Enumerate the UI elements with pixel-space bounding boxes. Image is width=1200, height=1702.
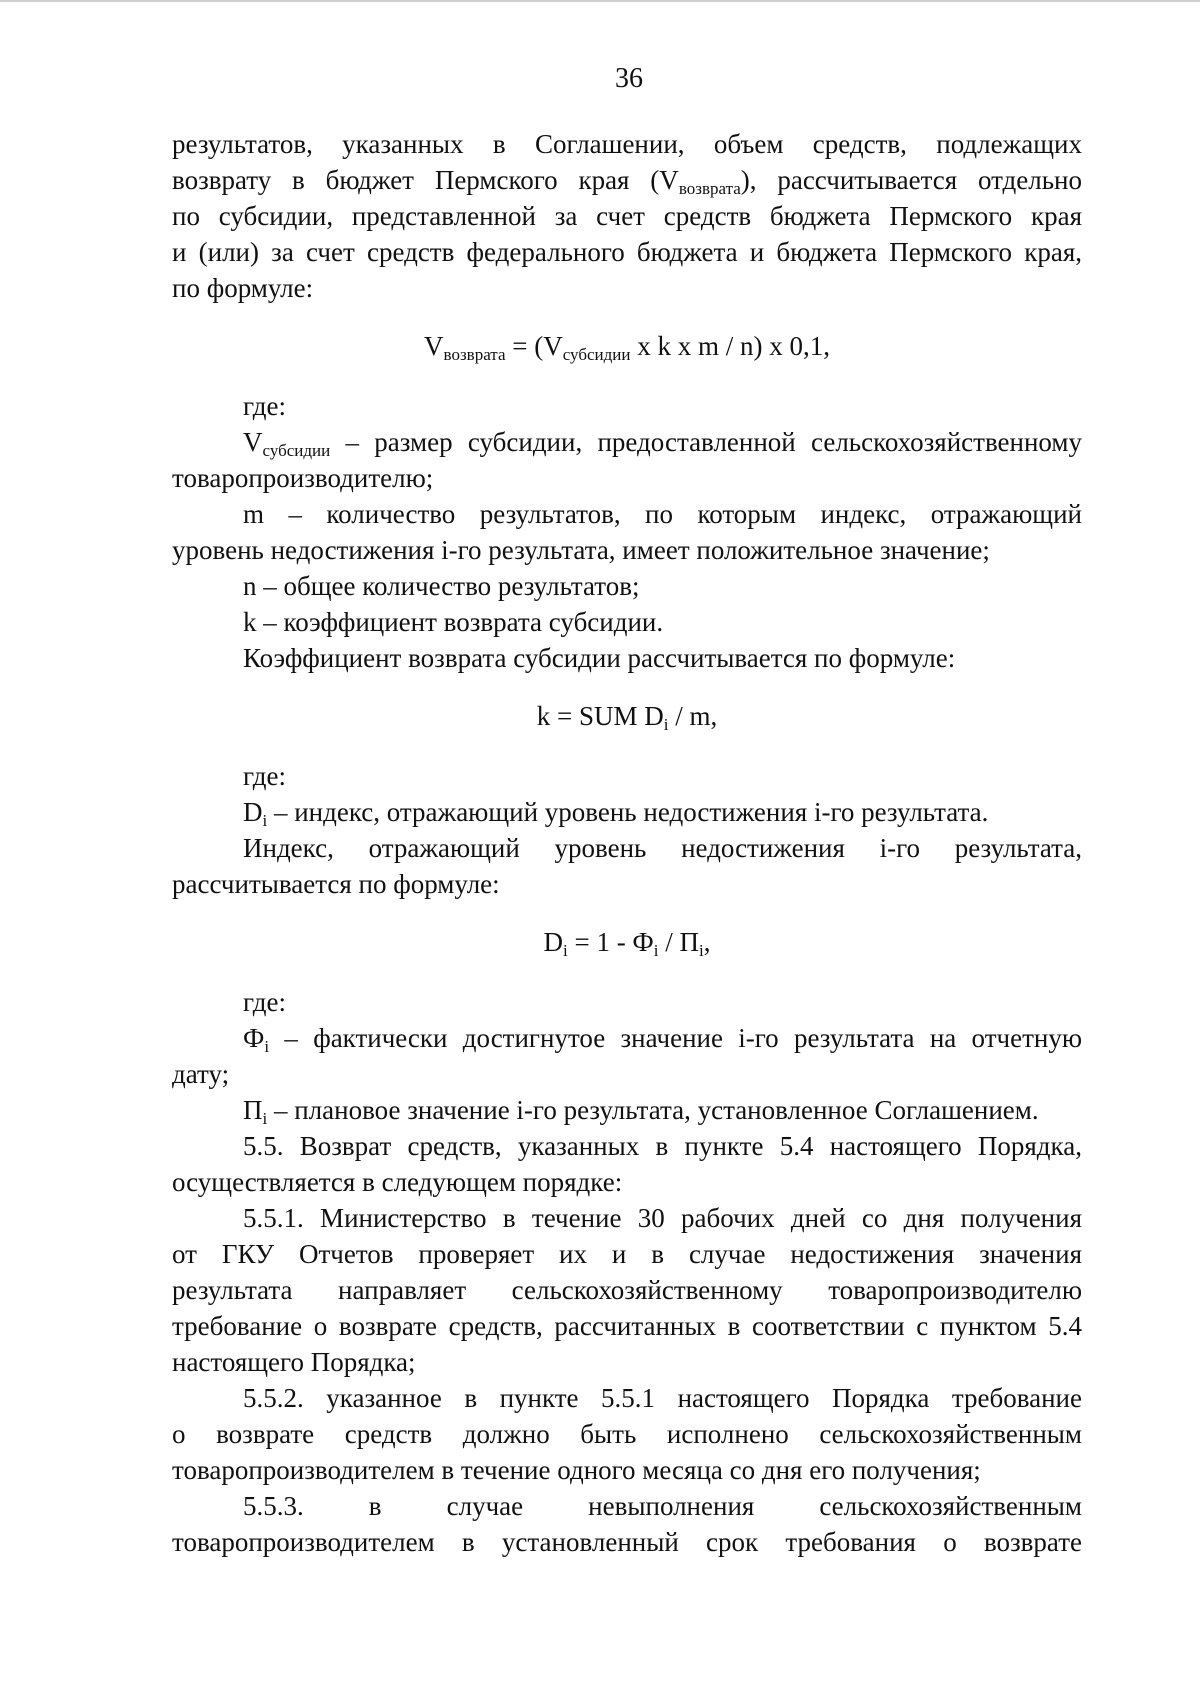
subscript: субсидии <box>562 345 631 364</box>
subscript: i <box>262 1109 268 1128</box>
subscript: i <box>264 1037 270 1056</box>
section-5-5-1-line: 5.5.1. Министерство в течение 30 рабочих дней со дня получения <box>243 1203 1082 1233</box>
section-5-5-line: осуществляется в следующем порядке: <box>172 1167 623 1197</box>
formula-symbol: D <box>243 797 263 827</box>
paragraph-line: результатов, указанных в Соглашении, объем средств, подлежащих <box>172 129 1082 159</box>
formula-symbol: П <box>243 1095 263 1125</box>
formula-text: / П <box>658 927 700 957</box>
section-5-5-3-line: 5.5.3. в случае невыполнения сельскохозяйственным <box>243 1491 1082 1521</box>
text-run: – размер субсидии, предоставленной сельскохозяйственному <box>330 427 1082 457</box>
definition-line: дату; <box>172 1059 230 1089</box>
formula-symbol: Ф <box>243 1023 265 1053</box>
formula-symbol: D <box>543 927 563 957</box>
section-5-5-2-line: о возврате средств должно быть исполнено сельскохозяйственным <box>172 1419 1082 1449</box>
subscript: возврата <box>678 179 741 198</box>
paragraph-line <box>172 162 1082 198</box>
subscript: i <box>663 715 669 734</box>
definition-line: товаропроизводителю; <box>172 463 434 493</box>
subscript: i <box>562 941 568 960</box>
formula-text: k = SUM D <box>536 701 664 731</box>
definition-line: n – общее количество результатов; <box>243 571 640 601</box>
paragraph-line: по формуле: <box>172 273 314 303</box>
text-run: ), рассчитывается отдельно <box>740 165 1082 195</box>
formula-text: x k x m / n) x 0,1, <box>630 331 830 361</box>
paragraph-line: Коэффициент возврата субсидии рассчитывается по формуле: <box>243 643 956 673</box>
formula-index <box>172 924 1082 960</box>
definition-line <box>172 1020 1082 1056</box>
text-run: – плановое значение i-го результата, установленное Соглашением. <box>267 1095 1039 1125</box>
page-top-edge <box>0 0 1200 2</box>
formula-coefficient <box>172 698 1082 734</box>
definition-line <box>172 794 1082 830</box>
where-label: где: <box>243 761 286 791</box>
paragraph-line: Индекс, отражающий уровень недостижения i-го результата, <box>243 833 1082 863</box>
definition-line <box>172 1092 1082 1128</box>
section-5-5-1-line: требование о возврате средств, рассчитанных в соответствии с пунктом 5.4 <box>172 1311 1082 1341</box>
definition-line: m – количество результатов, по которым индекс, отражающий <box>243 499 1082 529</box>
section-5-5-3-line: товаропроизводителем в установленный срок требования о возврате <box>172 1527 1082 1557</box>
document-body <box>172 126 1082 1560</box>
formula-text: , <box>703 927 711 957</box>
subscript: i <box>699 941 704 960</box>
where-label: где: <box>243 987 286 1017</box>
text-run: возврату в бюджет Пермского края (V <box>172 165 679 195</box>
paragraph-line: и (или) за счет средств федерального бюджета и бюджета Пермского края, <box>172 237 1082 267</box>
section-5-5-2-line: товаропроизводителем в течение одного месяца со дня его получения; <box>172 1455 981 1485</box>
formula-symbol: V <box>424 331 444 361</box>
formula-text: = (V <box>505 331 563 361</box>
where-label: где: <box>243 391 286 421</box>
text-run: – фактически достигнутое значение i-го результата на отчетную <box>269 1023 1082 1053</box>
section-5-5-line: 5.5. Возврат средств, указанных в пункте 5.4 настоящего Порядка, <box>243 1131 1082 1161</box>
section-5-5-1-line: настоящего Порядка; <box>172 1347 416 1377</box>
section-5-5-1-line: результата направляет сельскохозяйственному товаропроизводителю <box>172 1275 1082 1305</box>
section-5-5-1-line: от ГКУ Отчетов проверяет их и в случае недостижения значения <box>172 1239 1082 1269</box>
formula-symbol: V <box>243 427 263 457</box>
definition-line: k – коэффициент возврата субсидии. <box>243 607 664 637</box>
subscript: субсидии <box>262 441 331 460</box>
paragraph-line: по субсидии, представленной за счет средств бюджета Пермского края <box>172 201 1082 231</box>
subscript: i <box>262 811 268 830</box>
formula-text: = 1 - Ф <box>567 927 654 957</box>
definition-line: уровень недостижения i-го результата, имеет положительное значение; <box>172 535 990 565</box>
section-5-5-2-line: 5.5.2. указанное в пункте 5.5.1 настоящего Порядка требование <box>243 1383 1082 1413</box>
definition-line <box>172 424 1082 460</box>
formula-return-volume <box>172 328 1082 364</box>
text-run: – индекс, отражающий уровень недостижения i-го результата. <box>267 797 989 827</box>
formula-text: / m, <box>668 701 718 731</box>
page-number: 36 <box>615 63 643 94</box>
subscript: возврата <box>443 345 506 364</box>
subscript: i <box>653 941 659 960</box>
paragraph-line: рассчитывается по формуле: <box>172 869 500 899</box>
